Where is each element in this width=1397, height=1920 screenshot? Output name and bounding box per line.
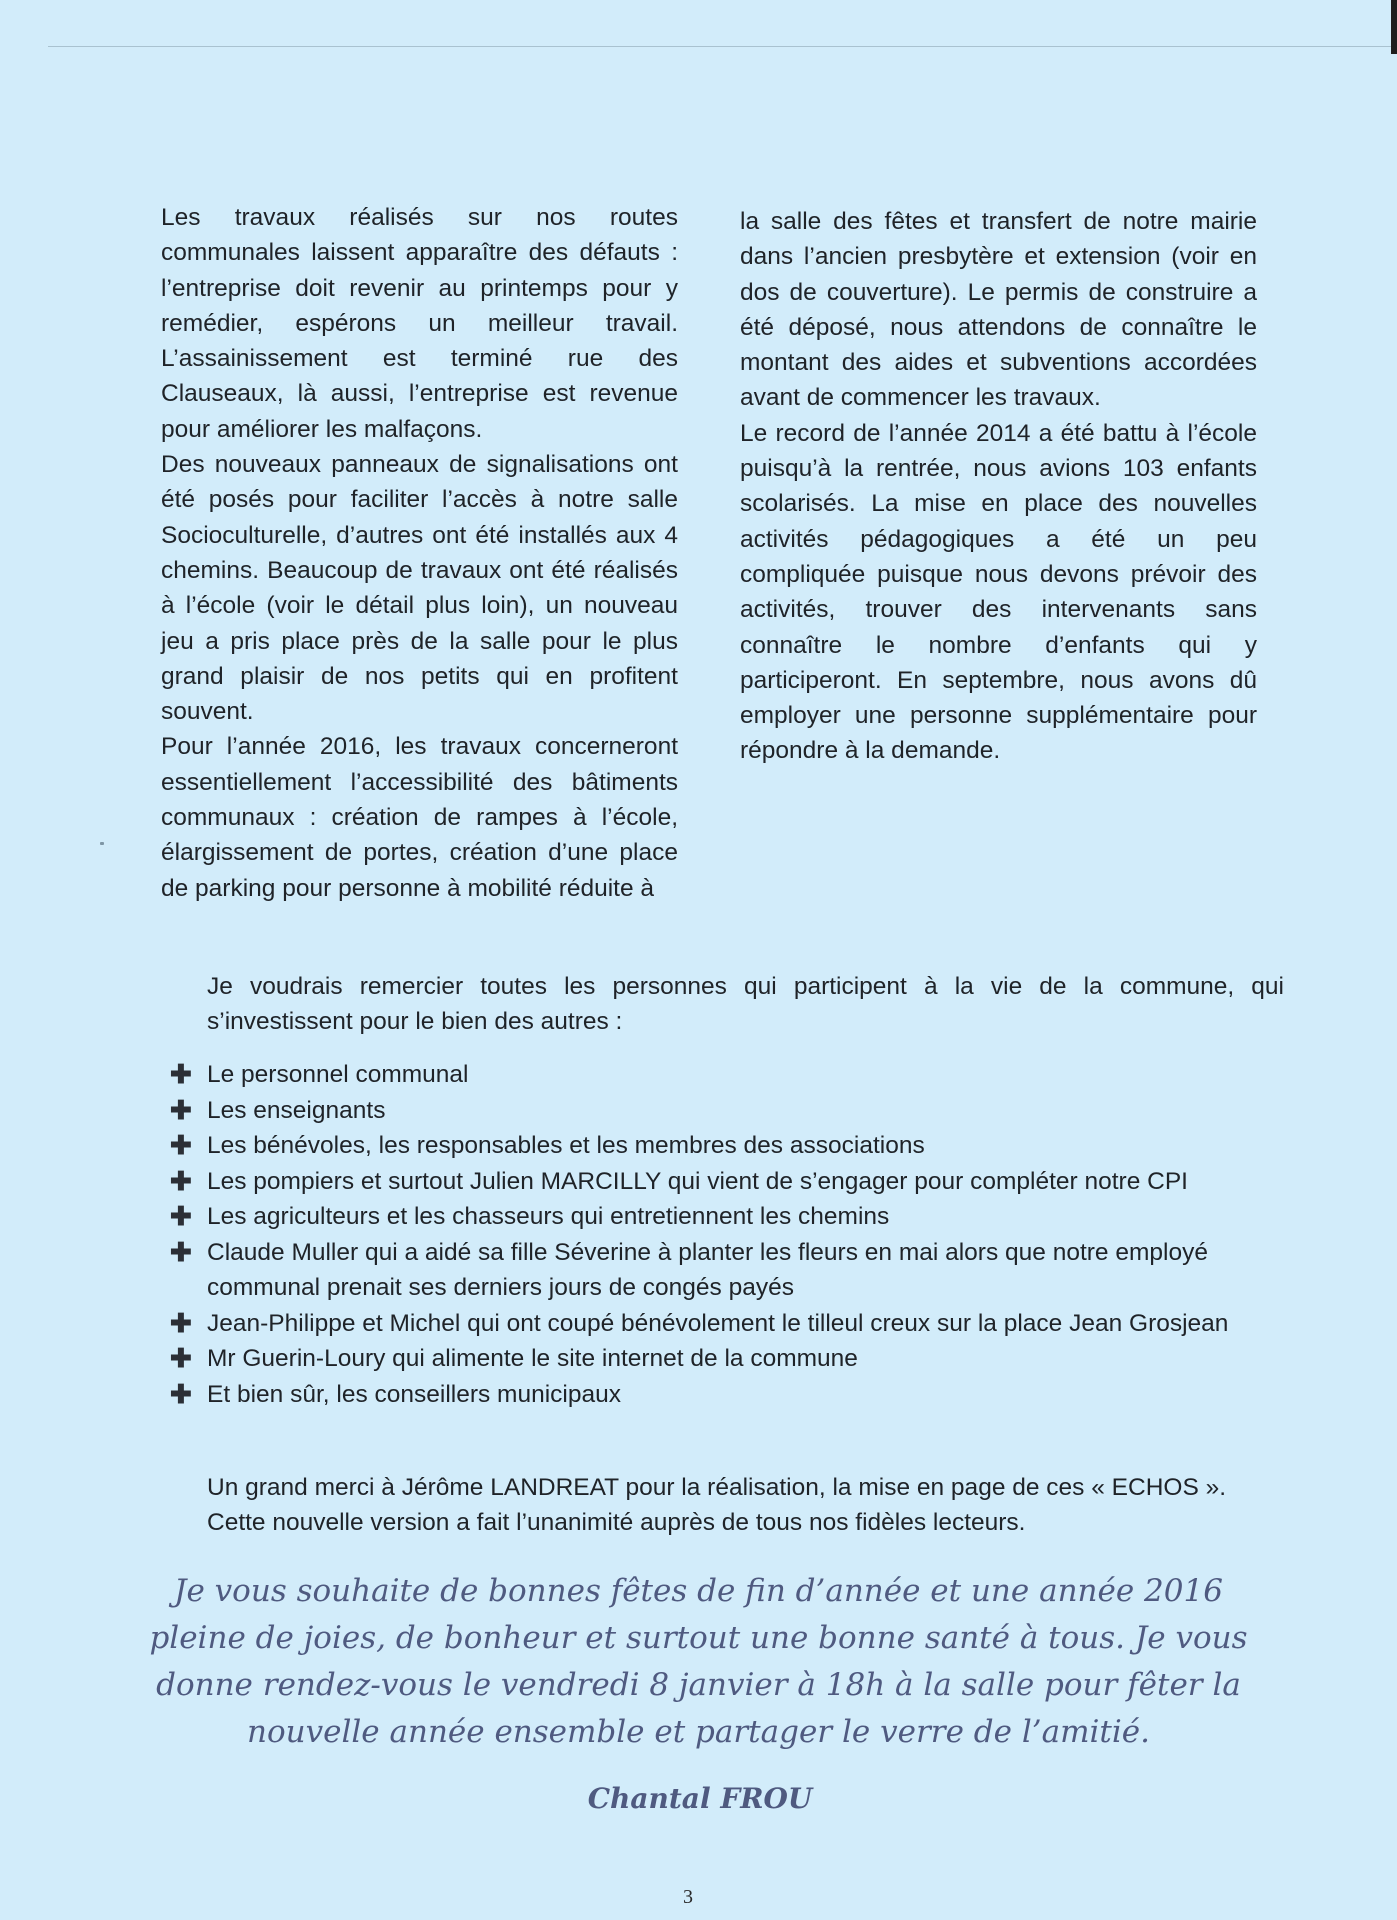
left-paragraph-2: Des nouveaux panneaux de signalisations ont été posés pour faciliter l’accès à notre salle Socioculturelle, d’autres ont été installés aux 4 chemins. Beaucoup de travaux ont été réalisés à l’école (voir le détail plus loin), un nouveau jeu a pris place près de la salle pour le plus grand plaisir de nos petits qui en profitent souvent. <box>161 451 678 726</box>
list-item-text: Les pompiers et surtout Julien MARCILLY qui vient de s’engager pour compléter notre CPI <box>207 1167 1188 1195</box>
thanks-intro: Je voudrais remercier toutes les personnes qui participent à la vie de la commune, qui s’investissent pour le bien des autres : <box>207 973 1284 1035</box>
scan-speck <box>100 842 104 845</box>
list-item <box>166 1057 1296 1093</box>
list-item <box>166 1341 1296 1377</box>
left-column <box>161 200 678 906</box>
holiday-wishes: Je vous souhaite de bonnes fêtes de fin d’année et une année 2016 pleine de joies, de bonheur et surtout une bonne santé à tous. Je vous donne rendez-vous le vendredi 8 janvier à 18h à la salle pour fêter la nouvelle année ensemble et partager le verre de l’amitié. <box>149 1573 1248 1750</box>
thanks-list <box>166 1057 1296 1412</box>
cross-bullet-icon: ✚ <box>170 1343 192 1373</box>
cross-bullet-icon: ✚ <box>170 1130 192 1160</box>
list-item <box>166 1093 1296 1129</box>
list-item-text: Le personnel communal <box>207 1061 469 1088</box>
list-item-text: Claude Muller qui a aidé sa fille Séverine à planter les fleurs en mai alors que notre employé communal prenait ses derniers jours de congés payés <box>207 1238 1208 1301</box>
cross-bullet-icon: ✚ <box>170 1165 192 1196</box>
page-number: 3 <box>683 1886 693 1908</box>
list-item <box>166 1164 1296 1200</box>
list-item <box>166 1199 1296 1235</box>
list-item-text: Et bien sûr, les conseillers municipaux <box>207 1380 621 1408</box>
list-item <box>166 1377 1296 1413</box>
cross-bullet-icon: ✚ <box>170 1059 192 1089</box>
top-rule <box>48 46 1394 47</box>
list-item <box>166 1306 1296 1342</box>
list-item-text: Les bénévoles, les responsables et les membres des associations <box>207 1132 925 1159</box>
scan-edge-mark <box>1391 0 1397 54</box>
cross-bullet-icon: ✚ <box>170 1307 192 1338</box>
credits-line-2: Cette nouvelle version a fait l’unanimité auprès de tous nos fidèles lecteurs. <box>207 1509 1026 1536</box>
cross-bullet-icon: ✚ <box>170 1094 192 1125</box>
left-paragraph-3: Pour l’année 2016, les travaux concerneront essentiellement l’accessibilité des bâtiments communaux : création de rampes à l’école, élargissement de portes, création d’une place de parking pour personne à mobilité réduite à <box>161 733 678 902</box>
right-paragraph-1: la salle des fêtes et transfert de notre mairie dans l’ancien presbytère et extension (voir en dos de couverture). Le permis de construire a été déposé, nous attendons de connaître le montant des aides et subventions accordées avant de commencer les travaux. <box>740 208 1257 412</box>
list-item-text: Jean-Philippe et Michel qui ont coupé bénévolement le tilleul creux sur la place Jean Grosjean <box>207 1309 1229 1337</box>
right-paragraph-2: Le record de l’année 2014 a été battu à l’école puisqu’à la rentrée, nous avions 103 enfants scolarisés. La mise en place des nouvelles activités pédagogiques a été un peu compliquée puisque nous devons prévoir des activités, trouver des intervenants sans connaître le nombre d’enfants qui y participeront. En septembre, nous avons dû employer une personne supplémentaire pour répondre à la demande. <box>740 419 1257 765</box>
credits <box>207 1470 1307 1540</box>
list-item-text: Mr Guerin-Loury qui alimente le site internet de la commune <box>207 1345 858 1372</box>
list-item-text: Les enseignants <box>207 1096 386 1124</box>
list-item-text: Les agriculteurs et les chasseurs qui entretiennent les chemins <box>207 1203 890 1230</box>
signature: Chantal FROU <box>587 1782 813 1815</box>
list-item <box>166 1235 1296 1306</box>
list-item <box>166 1128 1296 1164</box>
right-column <box>740 204 1257 769</box>
cross-bullet-icon: ✚ <box>170 1236 192 1267</box>
left-paragraph-1: Les travaux réalisés sur nos routes communales laissent apparaître des défauts : l’entreprise doit revenir au printemps pour y remédier, espérons un meilleur travail. L’assainissement est terminé rue des Clauseaux, là aussi, l’entreprise est revenue pour améliorer les malfaçons. <box>161 204 678 443</box>
cross-bullet-icon: ✚ <box>170 1378 192 1409</box>
credits-line-1: Un grand merci à Jérôme LANDREAT pour la réalisation, la mise en page de ces « ECHOS ». <box>207 1474 1227 1501</box>
cross-bullet-icon: ✚ <box>170 1201 192 1231</box>
